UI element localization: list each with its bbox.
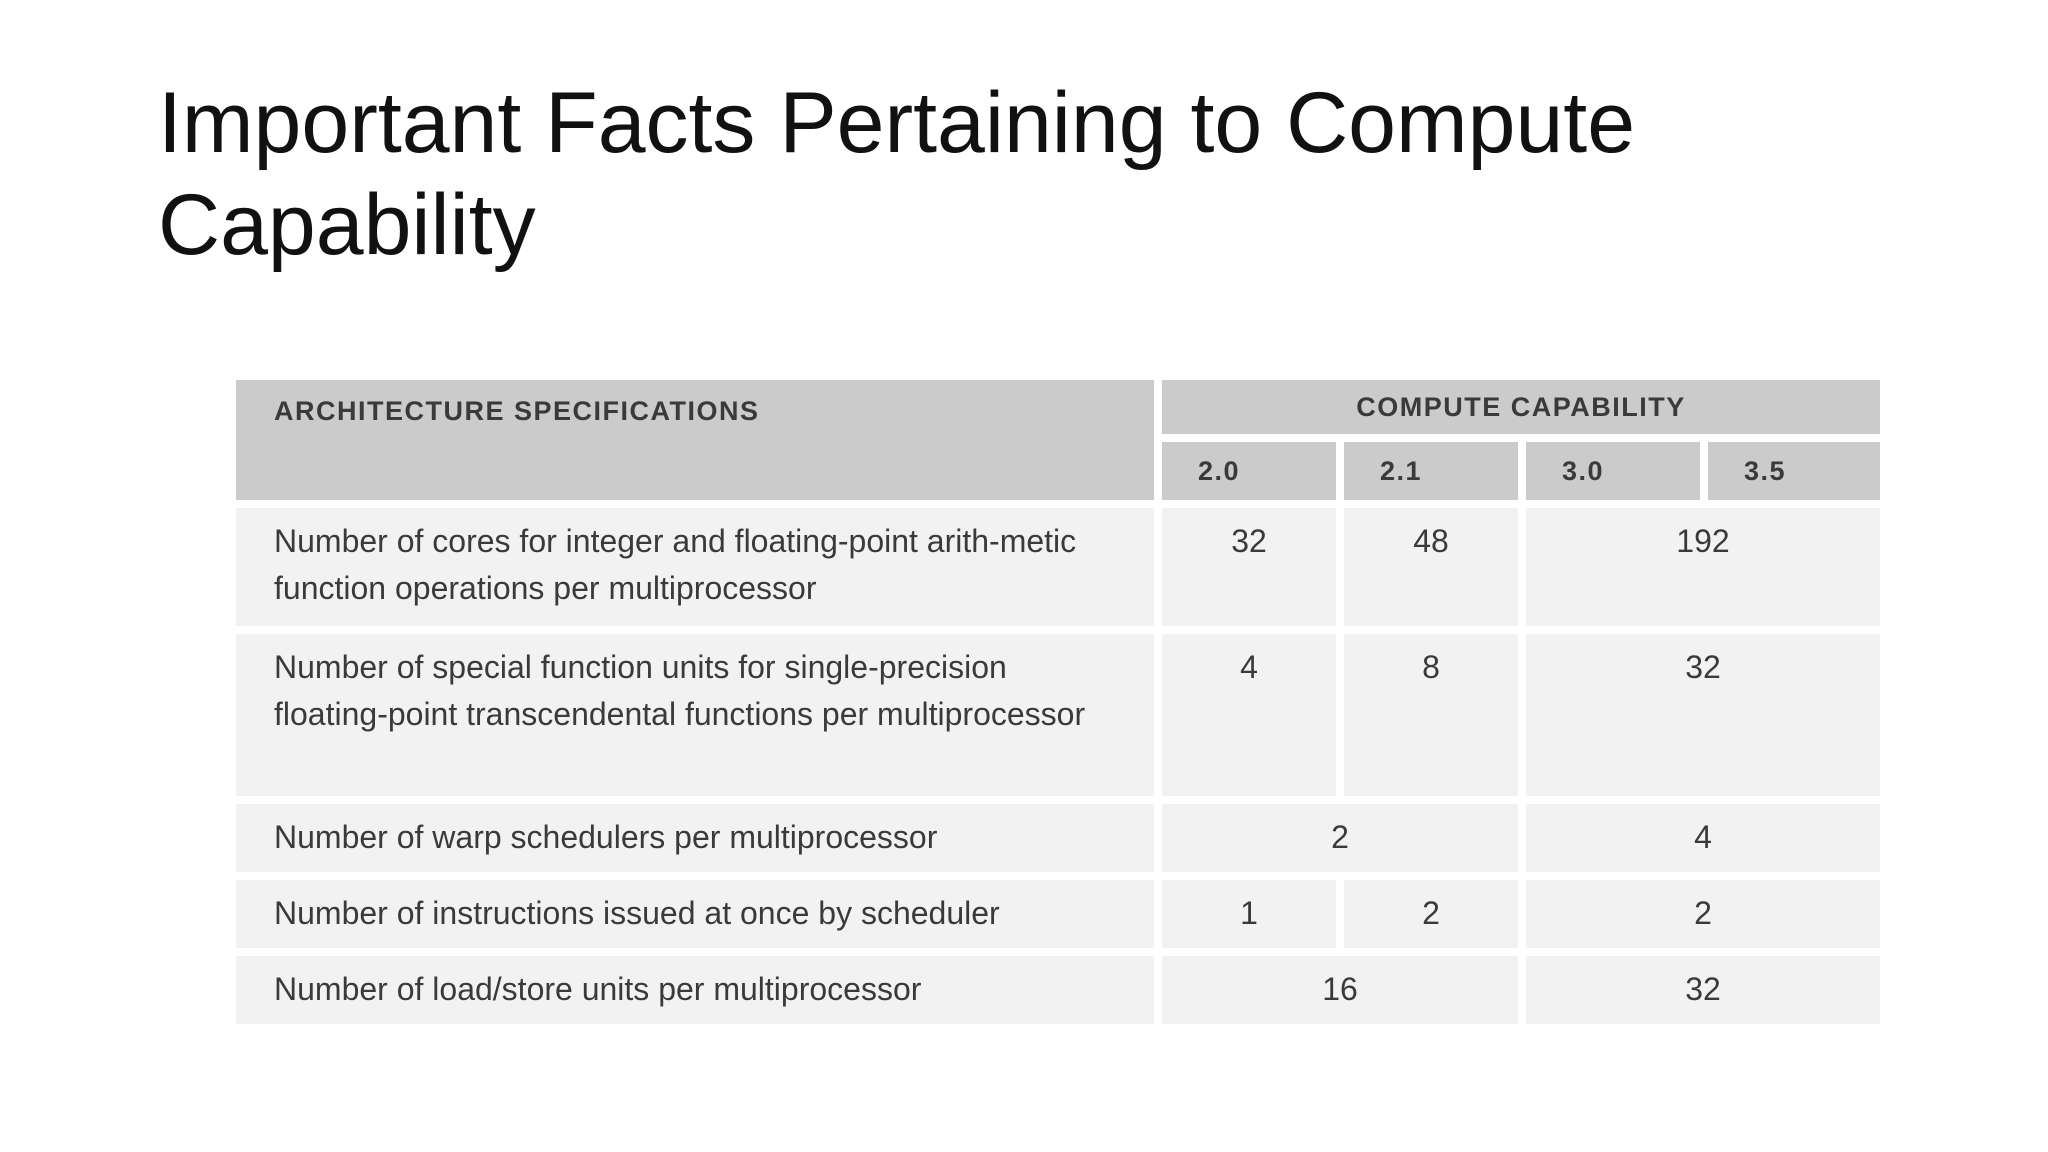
value-cell-2-1: 2 — [1344, 880, 1518, 948]
spec-cell: Number of warp schedulers per multiprocessor — [236, 804, 1154, 872]
value-cell-2-x: 16 — [1162, 956, 1518, 1024]
compute-capability-header: COMPUTE CAPABILITY — [1162, 380, 1880, 434]
value-cell-3-x: 2 — [1526, 880, 1880, 948]
table-row-load-store-units — [236, 956, 1880, 1024]
version-header-2-0: 2.0 — [1162, 442, 1336, 500]
table-row-cores — [236, 508, 1880, 626]
table-row-instructions-issued — [236, 880, 1880, 948]
table-row-warp-schedulers — [236, 804, 1880, 872]
version-header-2-1: 2.1 — [1344, 442, 1518, 500]
spec-cell: Number of special function units for single-precision floating-point transcendental functions per multiprocessor — [236, 634, 1154, 796]
value-cell-3-x: 32 — [1526, 956, 1880, 1024]
version-header-3-0: 3.0 — [1526, 442, 1700, 500]
compute-capability-table — [228, 372, 1888, 1032]
version-header-3-5: 3.5 — [1708, 442, 1880, 500]
architecture-specifications-header: ARCHITECTURE SPECIFICATIONS — [236, 380, 1154, 500]
header-row-top — [236, 380, 1880, 434]
value-cell-3-x: 192 — [1526, 508, 1880, 626]
value-cell-2-0: 1 — [1162, 880, 1336, 948]
spec-cell: Number of load/store units per multiprocessor — [236, 956, 1154, 1024]
value-cell-2-1: 48 — [1344, 508, 1518, 626]
value-cell-2-x: 2 — [1162, 804, 1518, 872]
slide-title: Important Facts Pertaining to Compute Capability — [158, 75, 1636, 273]
value-cell-3-x: 32 — [1526, 634, 1880, 796]
value-cell-2-1: 8 — [1344, 634, 1518, 796]
compute-capability-table-container — [236, 380, 1872, 1024]
value-cell-2-0: 32 — [1162, 508, 1336, 626]
table-row-special-function-units — [236, 634, 1880, 796]
value-cell-2-0: 4 — [1162, 634, 1336, 796]
spec-cell: Number of instructions issued at once by scheduler — [236, 880, 1154, 948]
value-cell-3-x: 4 — [1526, 804, 1880, 872]
spec-cell: Number of cores for integer and floating-point arith-metic function operations per multiprocessor — [236, 508, 1154, 626]
